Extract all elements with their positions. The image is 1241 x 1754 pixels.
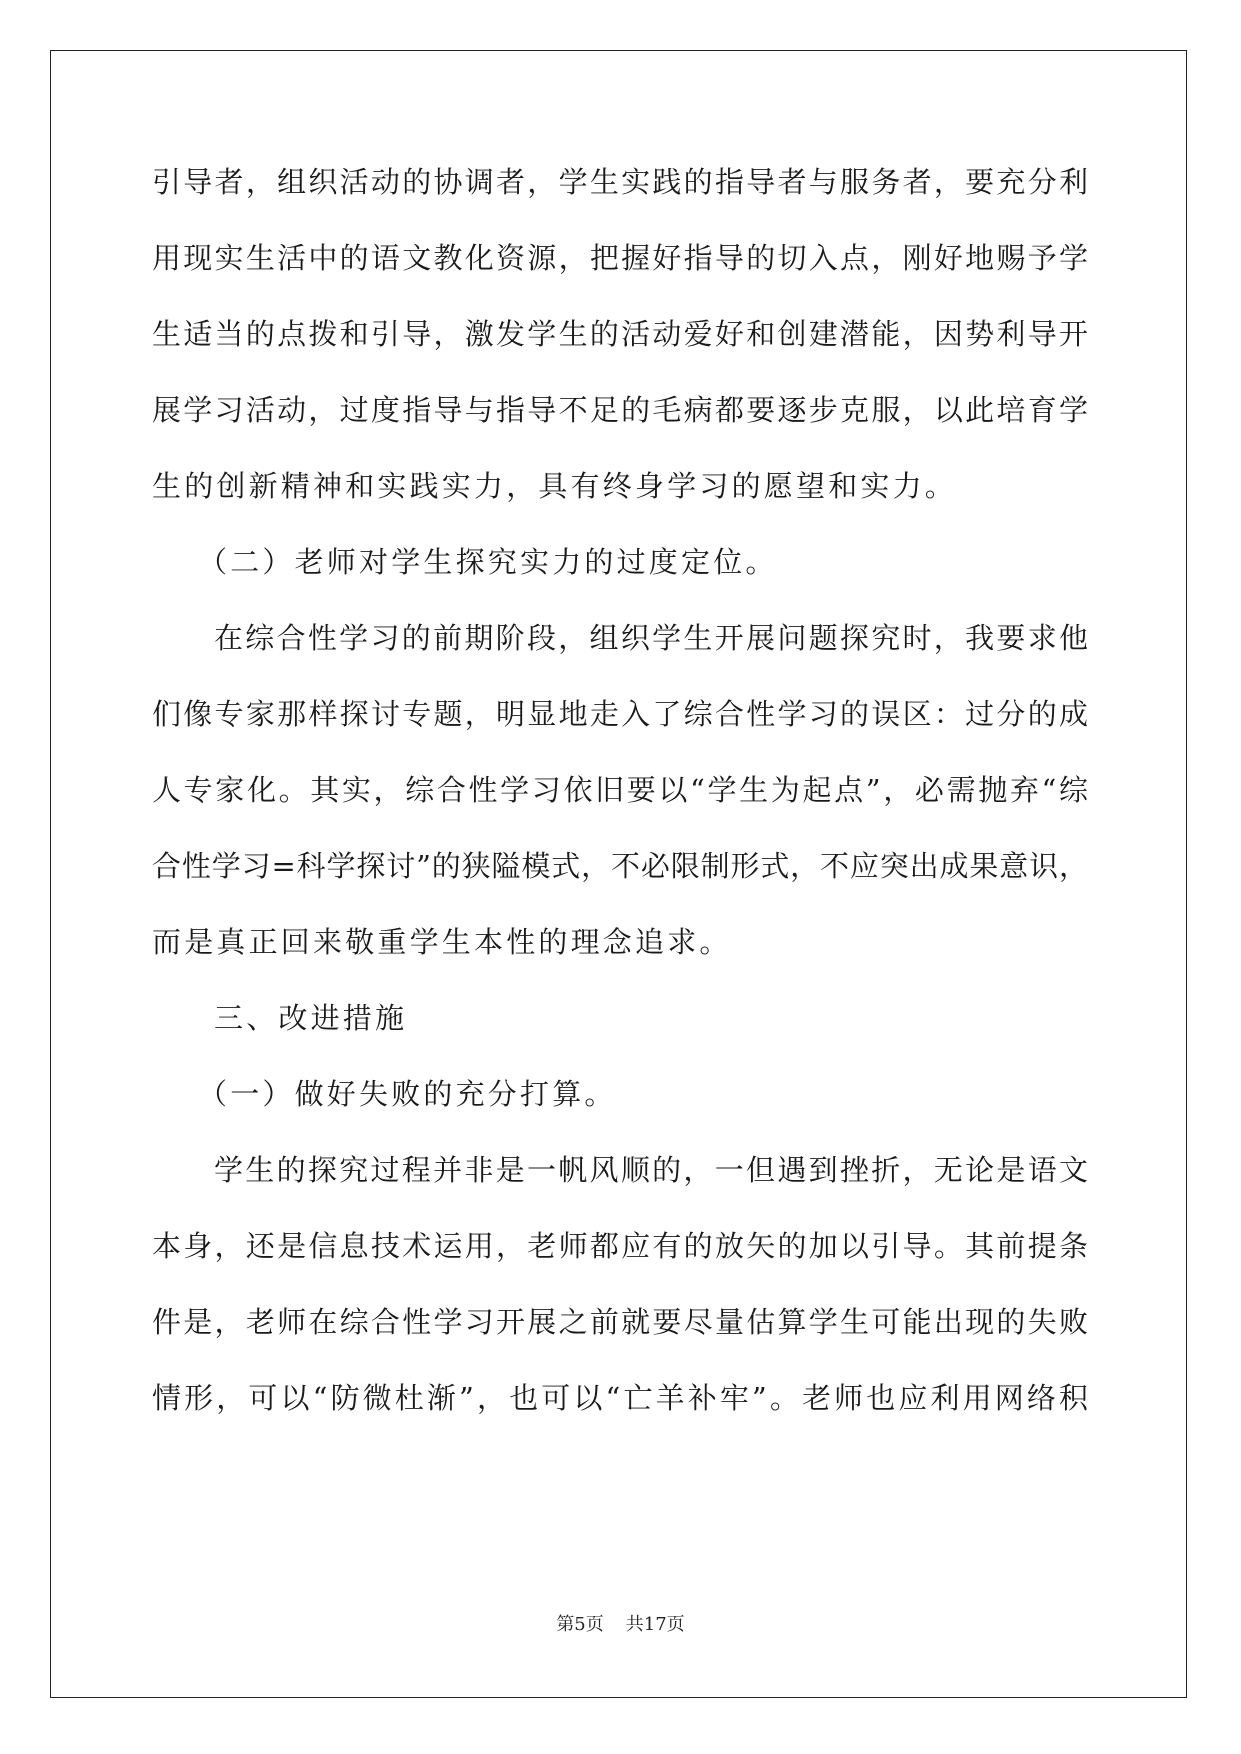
text-line: 生适当的点拨和引导，激发学生的活动爱好和创建潜能，因势利导开 — [152, 317, 1088, 351]
page-total: 共17页 — [625, 1614, 685, 1635]
text-line: 合性学习=科学探讨”的狭隘模式，不必限制形式，不应突出成果意识， — [152, 849, 1088, 883]
section-subheading: （二）老师对学生探究实力的过度定位。 — [198, 545, 778, 579]
text-line: 情形，可以“防微杜渐”，也可以“亡羊补牢”。老师也应利用网络积 — [152, 1381, 1088, 1415]
text-line: 件是，老师在综合性学习开展之前就要尽量估算学生可能出现的失败 — [152, 1305, 1088, 1339]
text-line: 用现实生活中的语文教化资源，把握好指导的切入点，刚好地赐予学 — [152, 241, 1088, 275]
text-line: 生的创新精神和实践实力，具有终身学习的愿望和实力。 — [152, 469, 958, 503]
section-subheading: （一）做好失败的充分打算。 — [198, 1077, 617, 1111]
text-line: 本身，还是信息技术运用，老师都应有的放矢的加以引导。其前提条 — [152, 1229, 1088, 1263]
page-number: 第5页 — [556, 1614, 604, 1635]
text-line: 而是真正回来敬重学生本性的理念追求。 — [152, 925, 732, 959]
text-line: 学生的探究过程并非是一帆风顺的，一但遇到挫折，无论是语文 — [214, 1153, 1088, 1187]
text-line: 们像专家那样探讨专题，明显地走入了综合性学习的误区：过分的成 — [152, 697, 1088, 731]
text-line: 引导者，组织活动的协调者，学生实践的指导者与服务者，要充分利 — [152, 165, 1088, 199]
text-line: 在综合性学习的前期阶段，组织学生开展问题探究时，我要求他 — [214, 621, 1088, 655]
text-line: 人专家化。其实，综合性学习依旧要以“学生为起点”，必需抛弃“综 — [152, 773, 1088, 807]
text-line: 展学习活动，过度指导与指导不足的毛病都要逐步克服，以此培育学 — [152, 393, 1088, 427]
page-footer — [0, 1610, 1241, 1636]
section-heading: 三、改进措施 — [214, 1001, 408, 1035]
